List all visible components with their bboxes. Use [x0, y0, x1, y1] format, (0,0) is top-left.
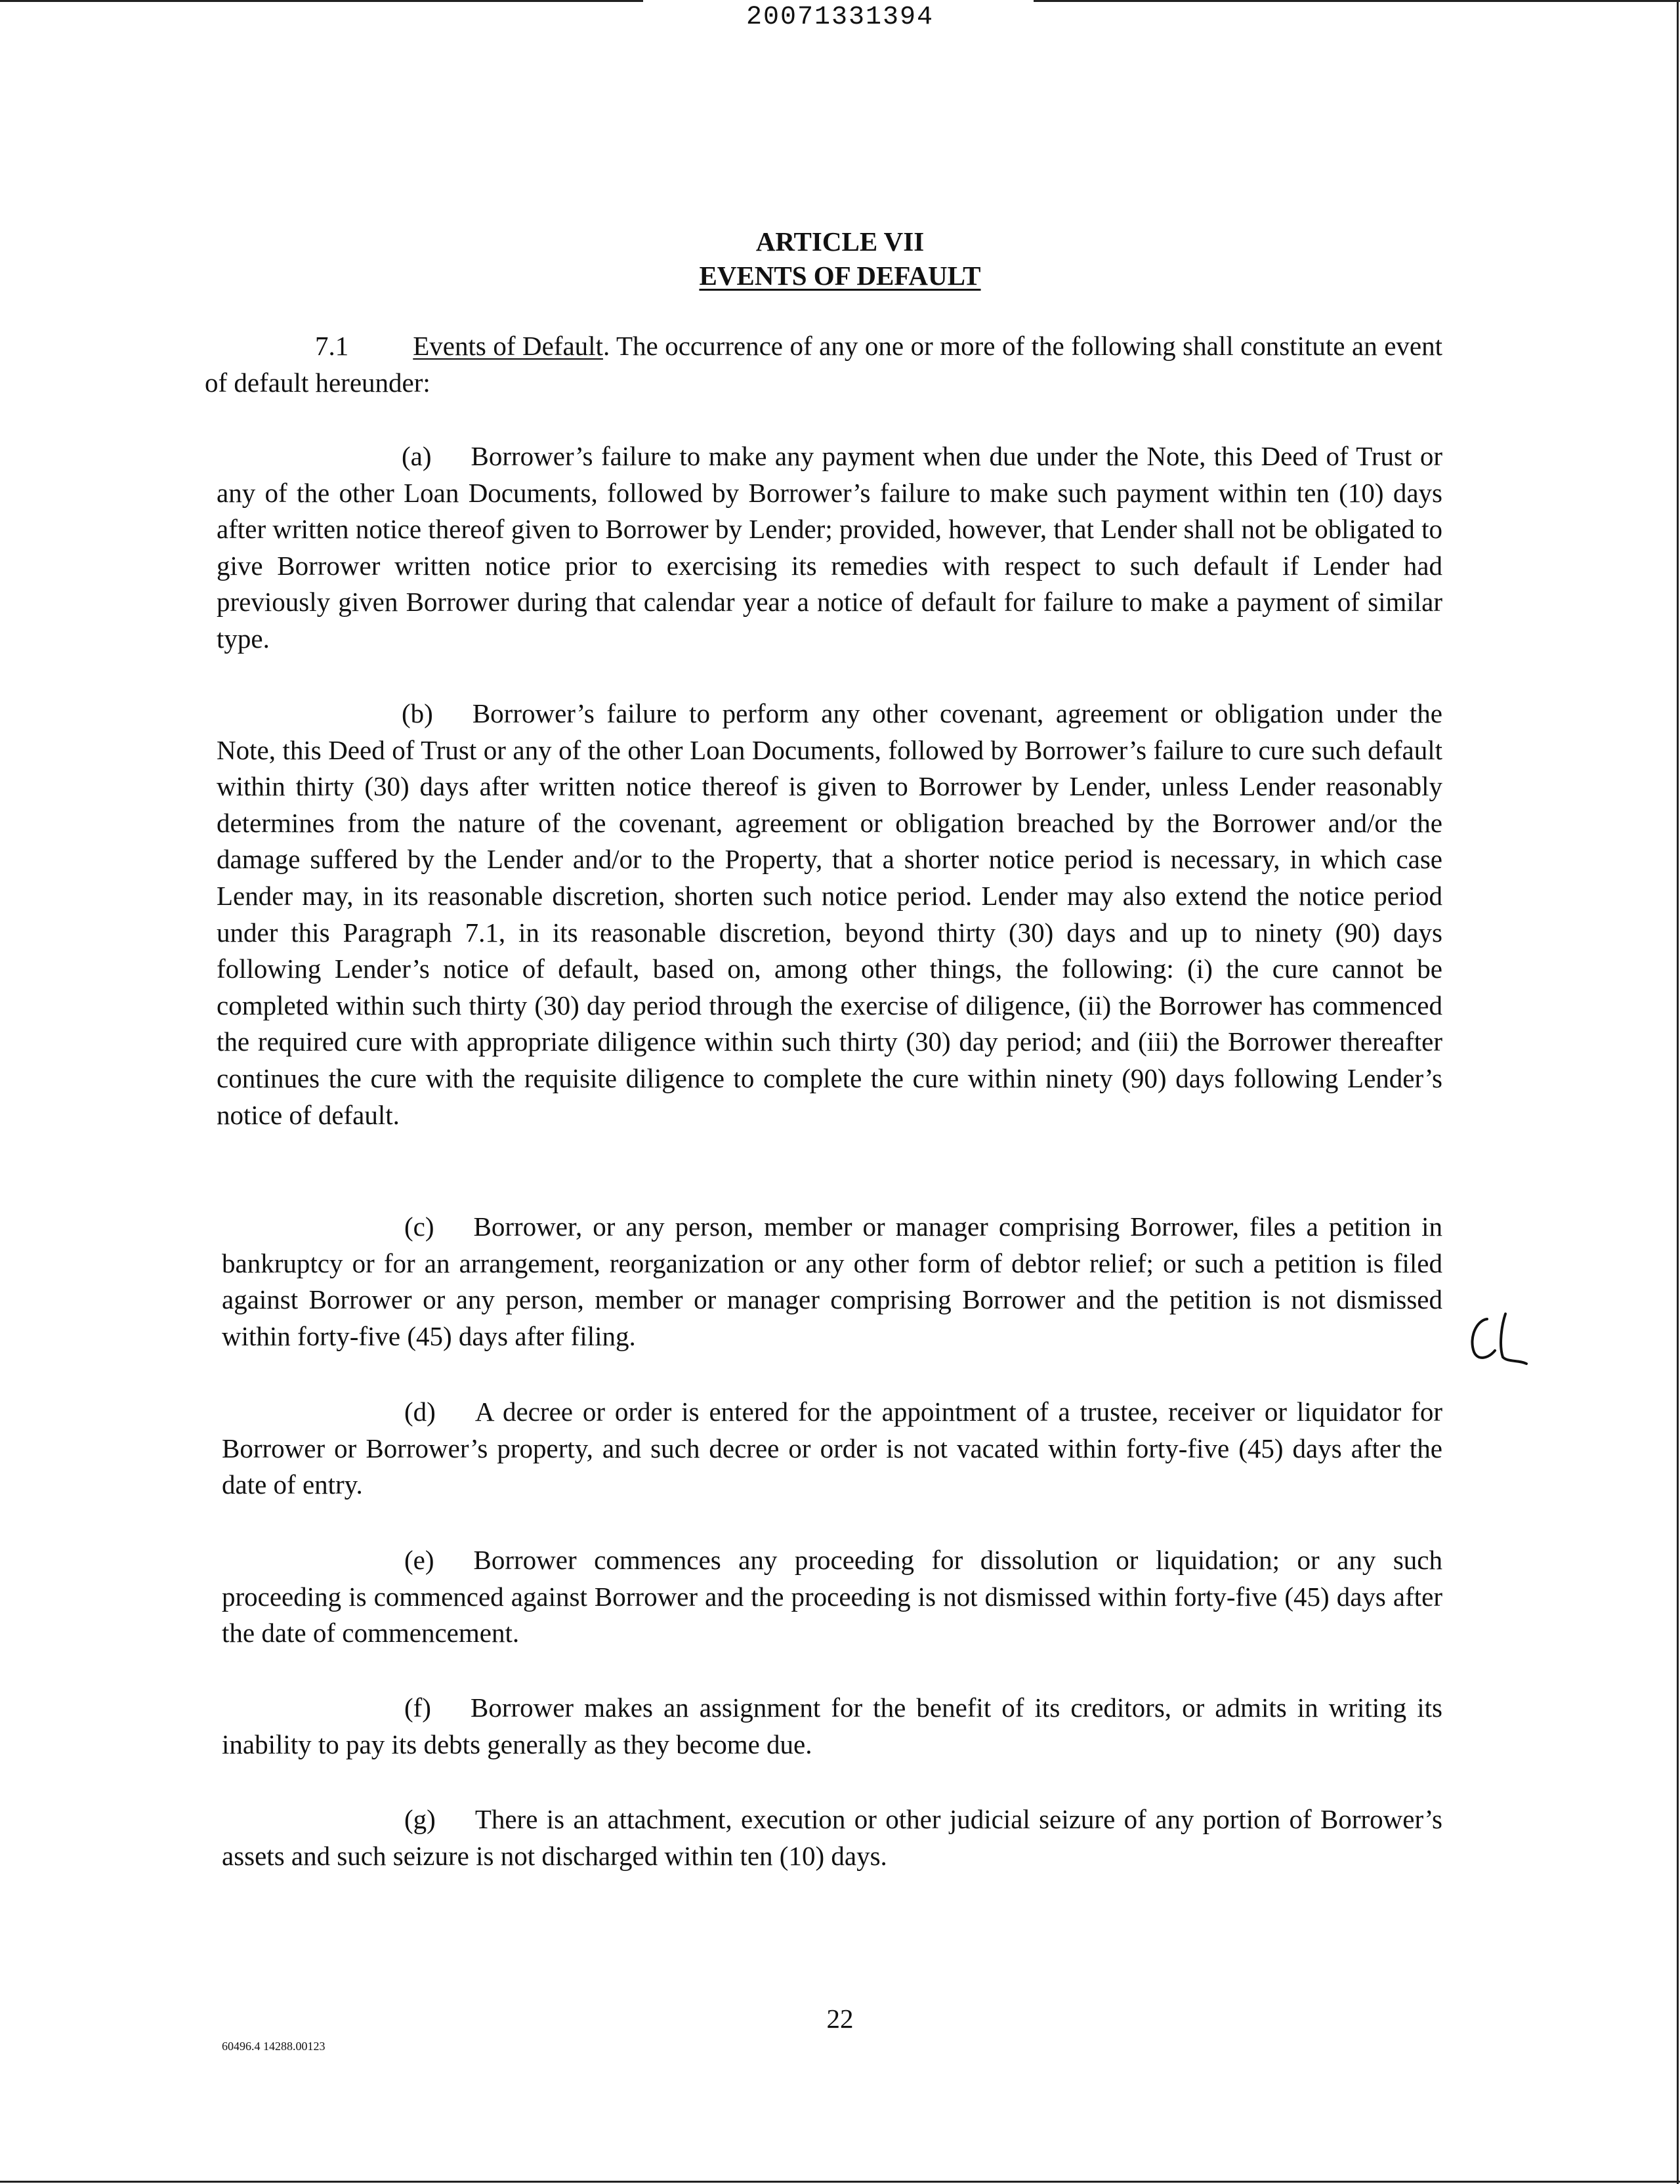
- item-g: [222, 1801, 1442, 1874]
- page-number: 22: [826, 2004, 854, 2034]
- page-border-right: [1677, 0, 1679, 2184]
- item-g-text: There is an attachment, execution or other judicial seizure of any portion of Borrower’s assets and such seizure is not discharged within ten (10) days.: [222, 1804, 1442, 1871]
- item-b-text: Borrower’s failure to perform any other covenant, agreement or obligation under the Note, this Deed of Trust or any of the other Loan Documents, followed by Borrower’s failure to cure such default within thirty (30) days after written notice thereof is given to Borrower by Lender, unless Lender reasonably determines from the nature of the covenant, agreement or obligation breached by the Borrower and/or the damage suffered by the Lender and/or to the Property, that a shorter notice period is necessary, in which case Lender may, in its reasonable discretion, shorten such notice period. Lender may also extend the notice period under this Paragraph 7.1, in its reasonable discretion, beyond thirty (30) days and up to ninety (90) days following Lender’s notice of default, based on, among other things, the following: (i) the cure cannot be completed within such thirty (30) day period through the exercise of diligence, (ii) the Borrower has commenced the required cure with appropriate diligence within such thirty (30) day period; and (iii) the Borrower thereafter continues the cure with the requisite diligence to complete the cure within ninety (90) days following Lender’s notice of default.: [217, 698, 1442, 1130]
- item-f-text: Borrower makes an assignment for the benefit of its creditors, or admits in writing its inability to pay its debts generally as they become due.: [222, 1692, 1442, 1759]
- section-intro-text: . The occurrence of any one or more of the following shall constitute an event of default hereunder:: [205, 331, 1442, 398]
- section-number: 7.1: [315, 331, 349, 361]
- item-c-label: (c): [404, 1211, 434, 1242]
- item-d: [222, 1394, 1442, 1503]
- item-b: [217, 696, 1442, 1133]
- document-number: 20071331394: [746, 3, 934, 32]
- item-d-text: A decree or order is entered for the appointment of a trustee, receiver or liquidator for Borrower or Borrower’s property, and such decree or order is not vacated within forty-five (45) days after the date of entry.: [222, 1396, 1442, 1500]
- item-a: [217, 438, 1442, 658]
- item-b-label: (b): [402, 698, 433, 728]
- page-border-top-right: [1034, 0, 1680, 2]
- item-g-label: (g): [404, 1804, 436, 1834]
- footer-document-code: 60496.4 14288.00123: [222, 2040, 326, 2053]
- article-title: ARTICLE VII: [755, 226, 925, 257]
- item-c-text: Borrower, or any person, member or manager comprising Borrower, files a petition in bankruptcy or for an arrangement, reorganization or any other form of debtor relief; or such a petition is filed against Borrower or any person, member or manager comprising Borrower and the petition is not dismissed within forty-five (45) days after filing.: [222, 1211, 1442, 1351]
- page-border-bottom: [0, 2181, 1680, 2183]
- article-subtitle: EVENTS OF DEFAULT: [699, 261, 981, 291]
- item-c: [222, 1209, 1442, 1354]
- item-a-text: Borrower’s failure to make any payment when due under the Note, this Deed of Trust or any of the other Loan Documents, followed by Borrower’s failure to make such payment within ten (10) days after written notice thereof given to Borrower by Lender; provided, however, that Lender shall not be obligated to give Borrower written notice prior to exercising its remedies with respect to such default if Lender had previously given Borrower during that calendar year a notice of default for failure to make a payment of similar type.: [217, 441, 1442, 654]
- page-border-top-left: [0, 0, 643, 2]
- item-e-text: Borrower commences any proceeding for dissolution or liquidation; or any such proceeding is commenced against Borrower and the proceeding is not dismissed within forty-five (45) days after the date of commencement.: [222, 1545, 1442, 1648]
- handwritten-initials: [1462, 1306, 1534, 1372]
- item-e-label: (e): [404, 1545, 434, 1575]
- section-heading: Events of Default: [413, 331, 603, 361]
- item-d-label: (d): [404, 1396, 436, 1427]
- item-f-label: (f): [404, 1692, 431, 1723]
- item-f: [222, 1690, 1442, 1763]
- item-a-label: (a): [402, 441, 432, 471]
- section-7-1-intro: [205, 328, 1442, 401]
- item-e: [222, 1542, 1442, 1652]
